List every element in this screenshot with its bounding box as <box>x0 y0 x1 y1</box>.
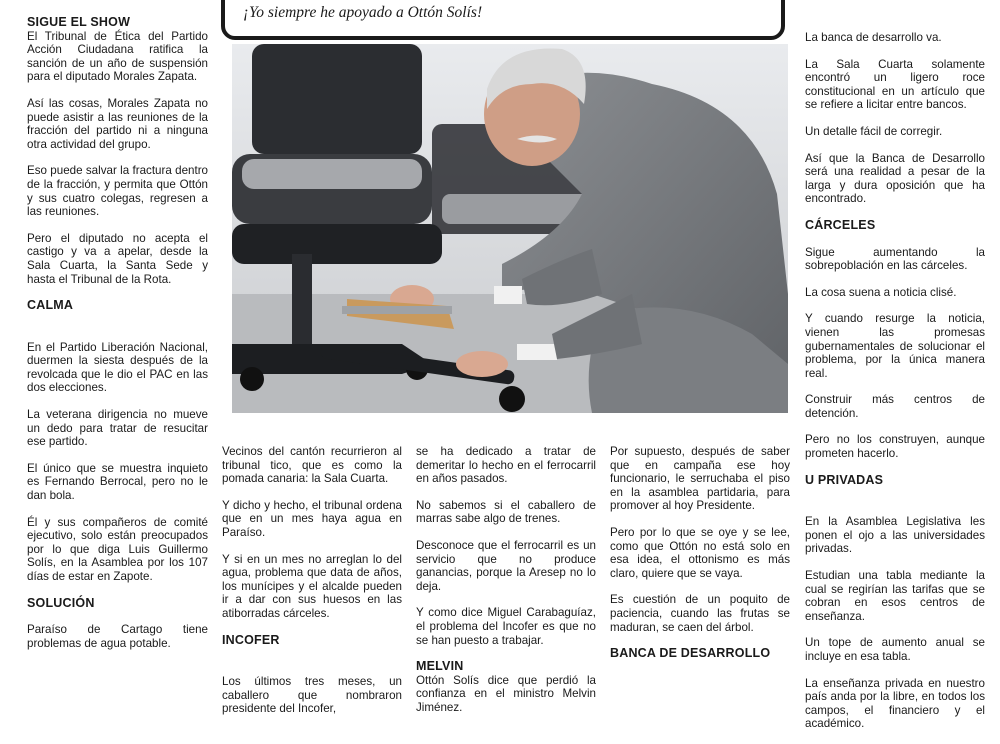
paragraph: Vecinos del cantón recurrieron al tribunal tico, que es como la pomada canaria: la Sala Cuarta. <box>222 445 402 486</box>
quote-box <box>221 0 785 40</box>
heading-melvin: MELVIN <box>416 659 464 674</box>
paragraph: Es cuestión de un poquito de paciencia, cuando las frutas se maduran, se caen del árbol. <box>610 593 790 634</box>
paragraph: La veterana dirigencia no mueve un dedo para tratar de resucitar ese partido. <box>27 408 208 449</box>
paragraph: Y dicho y hecho, el tribunal ordena que en un mes haya agua en Paraíso. <box>222 498 402 539</box>
article-photo <box>232 44 788 413</box>
column-3 <box>416 445 596 728</box>
paragraph: En el Partido Liberación Nacional, duermen la siesta después de la revolcada que le dio el PAC en las dos elecciones. <box>27 340 208 395</box>
paragraph: Y si en un mes no arreglan lo del agua, problema que data de años, los munícipes y el alcalde pueden ir a dar con sus huesos en las atiborradas cárceles. <box>222 552 402 620</box>
paragraph: Él y sus compañeros de comité ejecutivo, solo están preocupados por lo que diga Luis Guillermo Solís, en la Asamblea por los 107 días de estar en Zapote. <box>27 515 208 583</box>
column-4 <box>610 445 790 674</box>
paragraph: Desconoce que el ferrocarril es un servicio que no produce ganancias, porque la Aresep no lo deja. <box>416 538 596 593</box>
heading-u-privadas: U PRIVADAS <box>805 472 884 487</box>
paragraph: Construir más centros de detención. <box>805 393 985 420</box>
paragraph: Eso puede salvar la fractura dentro de la fracción, y permita que Ottón y sus cuatro colegas, regresen a las reuniones. <box>27 164 208 219</box>
column-5 <box>805 31 985 744</box>
heading-solucion: SOLUCIÓN <box>27 595 95 610</box>
paragraph: La banca de desarrollo va. <box>805 31 942 44</box>
paragraph: Así las cosas, Morales Zapata no puede asistir a las reuniones de la fracción del partido ni a ninguna otra actividad del grupo. <box>27 96 208 151</box>
paragraph: El único que se muestra inquieto es Fernando Berrocal, pero no le dan bola. <box>27 461 208 503</box>
heading-sigue-el-show: SIGUE EL SHOW <box>27 15 131 29</box>
quote-text: ¡Yo siempre he apoyado a Ottón Solís! <box>243 4 483 21</box>
heading-carceles: CÁRCELES <box>805 217 876 232</box>
paragraph: Ottón Solís dice que perdió la confianza en el ministro Melvin Jiménez. <box>416 673 596 714</box>
paragraph: Pero no los construyen, aunque prometen hacerlo. <box>805 433 985 461</box>
column-2 <box>222 445 402 729</box>
paragraph: se ha dedicado a tratar de demeritar lo hecho en el ferrocarril en años pasados. <box>416 445 596 486</box>
heading-banca-de-desarrollo: BANCA DE DESARROLLO <box>610 646 771 661</box>
heading-incofer: INCOFER <box>222 632 280 647</box>
paragraph: Un tope de aumento anual se incluye en esa tabla. <box>805 636 985 663</box>
paragraph: Y cuando resurge la noticia, vienen las promesas gubernamentales de solucionar el problema, por la única manera real. <box>805 312 985 380</box>
paragraph: Los últimos tres meses, un caballero que nombraron presidente del Incofer, <box>222 675 402 716</box>
paragraph: Pero el diputado no acepta el castigo y va a apelar, desde la Sala Cuarta, la Santa Sede y hasta el Tribunal de la Rota. <box>27 231 208 286</box>
paragraph: Así que la Banca de Desarrollo será una realidad a pesar de la larga y dura oposición que ha encontrado. <box>805 151 985 206</box>
paragraph: Sigue aumentando la sobrepoblación en las cárceles. <box>805 245 985 273</box>
man-sawing-chair-photo <box>232 44 788 413</box>
paragraph: Por supuesto, después de saber que en campaña ese hoy funcionario, le serruchaba el piso en la asamblea partidaria, para promover al hoy Presidente. <box>610 445 790 513</box>
heading-calma: CALMA <box>27 298 74 313</box>
paragraph: Y como dice Miguel Carabaguíaz, el problema del Incofer es que no se han puesto a trabajar. <box>416 606 596 647</box>
paragraph: La cosa suena a noticia clisé. <box>805 285 957 299</box>
paragraph: En la Asamblea Legislativa les ponen el ojo a las universidades privadas. <box>805 515 985 556</box>
paragraph: El Tribunal de Ética del Partido Acción Ciudadana ratifica la sanción de un año de suspensión para el diputado Morales Zapata. <box>27 29 208 84</box>
paragraph: Un detalle fácil de corregir. <box>805 124 943 138</box>
paragraph: Estudian una tabla mediante la cual se regirían las tarifas que se cobran en esos centros de enseñanza. <box>805 569 985 623</box>
paragraph: Pero por lo que se oye y se lee, como que Ottón no está solo en esa idea, el ottonismo es más claro, quiere que se vaya. <box>610 525 790 580</box>
paragraph: La Sala Cuarta solamente encontró un ligero roce constitucional en un artículo que se refiere a licitar entre bancos. <box>805 57 985 112</box>
paragraph: Paraíso de Cartago tiene problemas de agua potable. <box>27 623 208 650</box>
paragraph: No sabemos si el caballero de marras sabe algo de trenes. <box>416 498 596 526</box>
paragraph: La enseñanza privada en nuestro país anda por la libre, en todos los campos, el financiero y el académico. <box>805 676 985 731</box>
column-1 <box>27 16 208 663</box>
